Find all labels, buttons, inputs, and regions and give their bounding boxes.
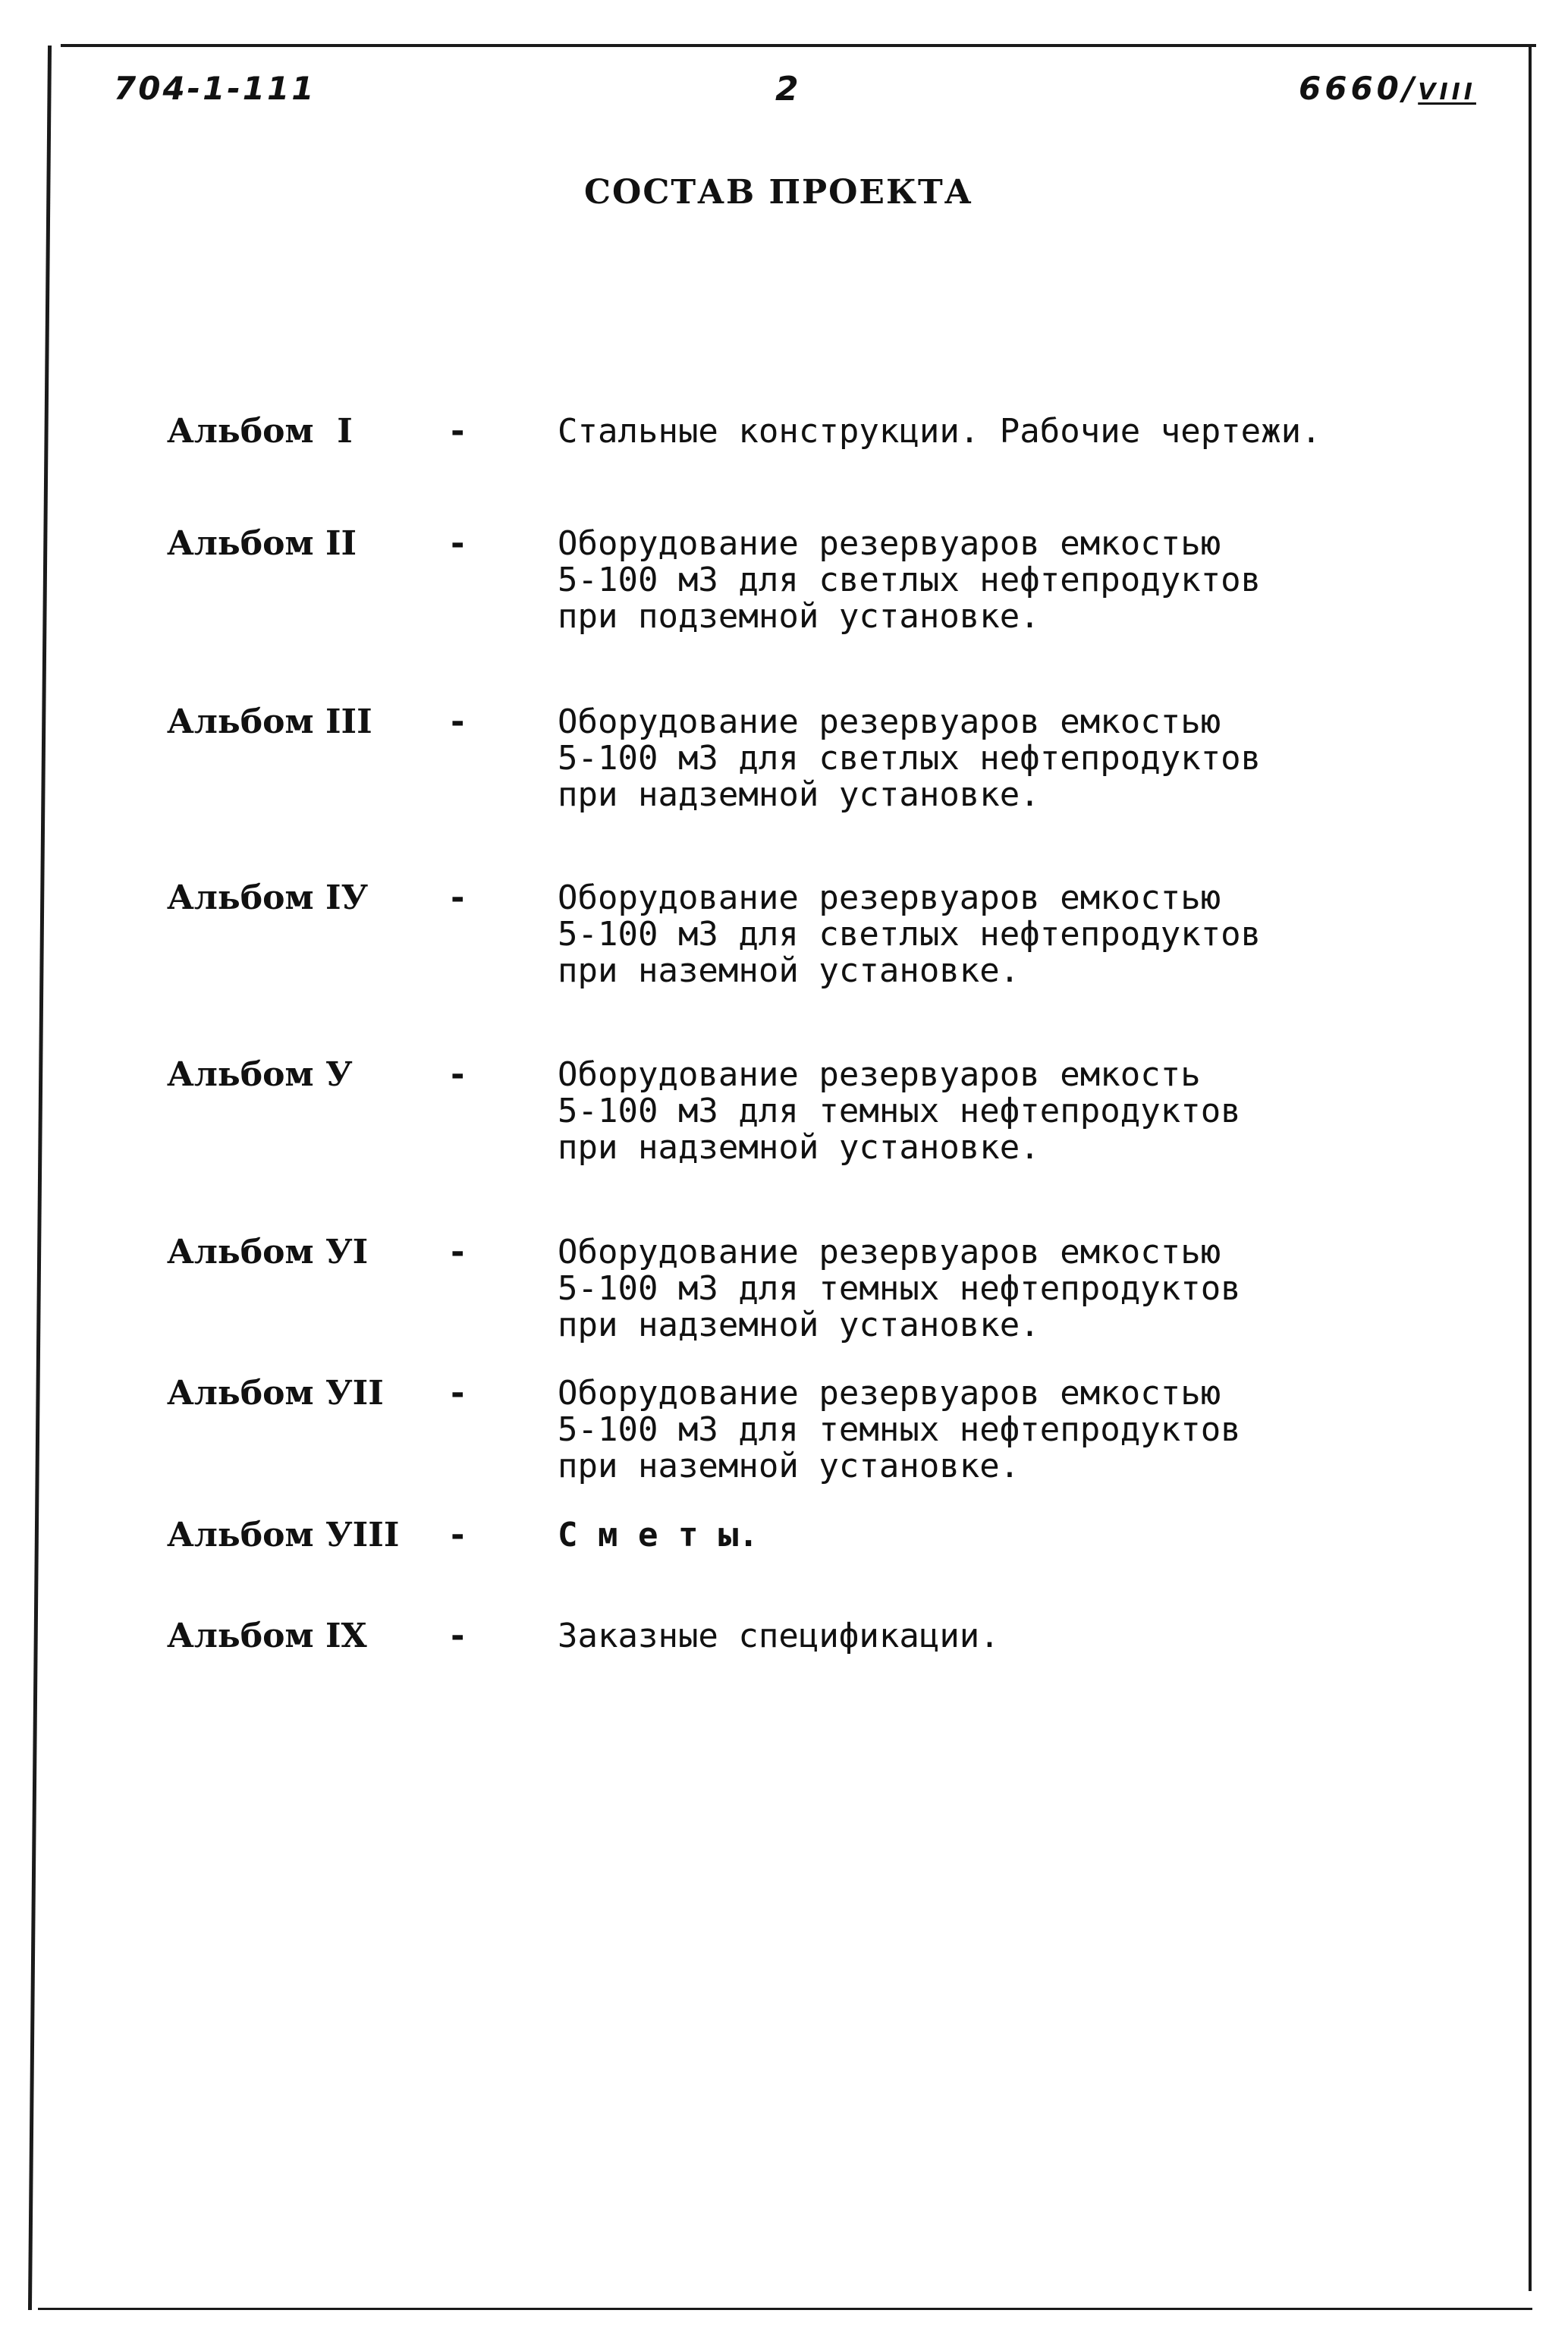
description-line: при надземной установке.	[558, 1128, 1040, 1167]
frame-left-border	[28, 46, 52, 2310]
description-line: 5-100 м3 для темных нефтепродуктов	[558, 1092, 1241, 1130]
description-line: 5-100 м3 для темных нефтепродуктов	[558, 1410, 1241, 1449]
description-line: при надземной установке.	[558, 775, 1040, 814]
album-label: Альбом У	[167, 1055, 353, 1094]
dash-separator: -	[448, 1516, 468, 1554]
description-line: 5-100 м3 для светлых нефтепродуктов	[558, 739, 1262, 778]
album-label: Альбом УIII	[167, 1516, 400, 1554]
dash-separator: -	[448, 1055, 468, 1094]
album-description	[558, 413, 1468, 450]
description-line: Заказные спецификации.	[558, 1617, 1000, 1655]
description-line: при подземной установке.	[558, 597, 1040, 636]
album-description	[558, 704, 1468, 813]
archive-number-main: 6660/	[1299, 70, 1419, 107]
description-line: при наземной установке.	[558, 1447, 1020, 1485]
description-line: при надземной установке.	[558, 1306, 1040, 1344]
description-line: Оборудование резервуаров емкостью	[558, 878, 1221, 917]
description-line: С м е т ы.	[558, 1516, 759, 1554]
album-description	[558, 1057, 1468, 1166]
album-label: Альбом УI	[167, 1233, 369, 1271]
frame-right-border	[1529, 46, 1532, 2291]
album-label: Альбом II	[167, 524, 357, 563]
album-description	[558, 1618, 1468, 1655]
description-line: 5-100 м3 для темных нефтепродуктов	[558, 1269, 1241, 1308]
dash-separator: -	[448, 878, 468, 917]
dash-separator: -	[448, 702, 468, 741]
album-description	[558, 526, 1468, 635]
description-line: при наземной установке.	[558, 951, 1020, 990]
frame-bottom-border	[38, 2308, 1532, 2310]
album-list	[167, 413, 1502, 1703]
description-line: Оборудование резервуаров емкостью	[558, 702, 1221, 741]
frame-top-border	[61, 44, 1536, 47]
description-line: Оборудование резервуаров емкостью	[558, 1374, 1221, 1413]
description-line: Оборудование резервуаров емкостью	[558, 1233, 1221, 1271]
archive-number	[1299, 70, 1476, 107]
dash-separator: -	[448, 412, 468, 451]
album-description	[558, 880, 1468, 989]
album-label: Альбом IУ	[167, 878, 369, 917]
description-line: 5-100 м3 для светлых нефтепродуктов	[558, 915, 1262, 954]
dash-separator: -	[448, 1374, 468, 1413]
description-line: 5-100 м3 для светлых нефтепродуктов	[558, 561, 1262, 599]
album-description	[558, 1517, 1468, 1554]
dash-separator: -	[448, 1233, 468, 1271]
archive-volume: VIII	[1418, 79, 1476, 105]
page-number: 2	[775, 70, 801, 108]
album-label: Альбом IX	[167, 1617, 367, 1655]
page-title: СОСТАВ ПРОЕКТА	[584, 173, 973, 212]
description-line: Оборудование резервуаров емкостью	[558, 524, 1221, 563]
album-label: Альбом III	[167, 702, 372, 741]
dash-separator: -	[448, 1617, 468, 1655]
album-label: Альбом I	[167, 412, 353, 451]
description-line: Стальные конструкции. Рабочие чертежи.	[558, 412, 1321, 451]
album-label: Альбом УII	[167, 1374, 384, 1413]
album-description	[558, 1375, 1468, 1485]
dash-separator: -	[448, 524, 468, 563]
description-line: Оборудование резервуаров емкость	[558, 1055, 1201, 1094]
album-description	[558, 1234, 1468, 1344]
doc-code: 704-1-111	[114, 70, 316, 107]
